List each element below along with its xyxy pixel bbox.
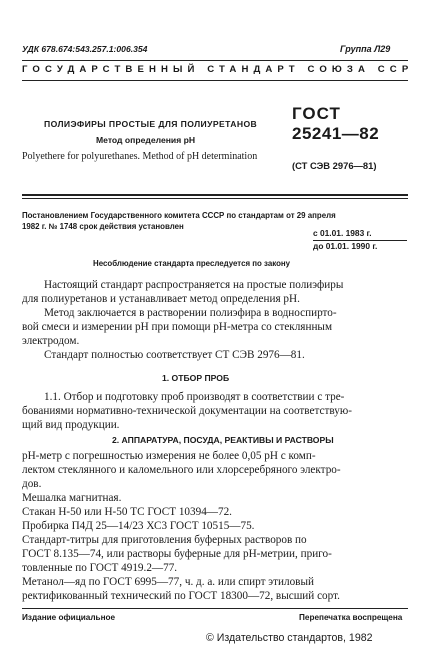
reprint-notice: Перепечатка воспрещена bbox=[299, 613, 403, 622]
publisher-copyright: © Издательство стандартов, 1982 bbox=[206, 632, 373, 644]
intro-p1-line1: Настоящий стандарт распространяется на простые полиэфиры bbox=[44, 279, 344, 291]
section-2-line11: ректификованный технический по ГОСТ 18300—72, высший сорт. bbox=[22, 590, 340, 602]
document-title: ПОЛИЭФИРЫ ПРОСТЫЕ ДЛЯ ПОЛИУРЕТАНОВ bbox=[44, 119, 258, 129]
title-rule-2 bbox=[22, 198, 408, 199]
section-2-line2: лектом стеклянного и каломельного или хлорсеребряного электро- bbox=[22, 464, 341, 476]
penalty-notice: Несоблюдение стандарта преследуется по закону bbox=[93, 259, 291, 268]
section-2-line1: рН-метр с погрешностью измерения не более 0,05 рН с комп- bbox=[22, 450, 316, 462]
footer-rule bbox=[22, 608, 408, 609]
banner-bottom-rule bbox=[22, 80, 408, 81]
section-2-line9: товленные по ГОСТ 4919.2—77. bbox=[22, 562, 178, 574]
gost-number: 25241—82 bbox=[292, 124, 380, 143]
intro-p3: Стандарт полностью соответствует СТ СЭВ 2976—81. bbox=[44, 349, 305, 361]
sev-reference: (СТ СЭВ 2976—81) bbox=[292, 160, 377, 171]
udk-code: УДК 678.674:543.257.1:006.354 bbox=[22, 44, 148, 54]
section-2-heading: 2. АППАРАТУРА, ПОСУДА, РЕАКТИВЫ И РАСТВОРЫ bbox=[112, 435, 334, 445]
gost-label: ГОСТ bbox=[292, 104, 341, 123]
section-2-line7: Стандарт-титры для приготовления буферных растворов по bbox=[22, 534, 307, 546]
section-2-line8: ГОСТ 8.135—74, или растворы буферные для рН-метрии, приго- bbox=[22, 548, 332, 560]
document-subtitle: Метод определения рН bbox=[96, 135, 196, 145]
title-rule bbox=[22, 194, 408, 196]
section-2-line4: Мешалка магнитная. bbox=[22, 492, 122, 504]
intro-p1-line2: для полиуретанов и устанавливает метод определения рН. bbox=[22, 293, 300, 305]
section-2-line10: Метанол—яд по ГОСТ 6995—77, ч. д. а. или спирт этиловый bbox=[22, 576, 314, 588]
section-1-line2: бованиями нормативно-технической документации на соответствую- bbox=[22, 405, 352, 417]
intro-p2-line3: электродом. bbox=[22, 335, 80, 347]
section-2-line6: Пробирка П4Д 25—14/23 ХС3 ГОСТ 10515—75. bbox=[22, 520, 255, 532]
top-rule bbox=[22, 60, 408, 61]
section-1-line3: щий вид продукции. bbox=[22, 419, 120, 431]
decree-line-1: Постановлением Государственного комитета СССР по стандартам от 29 апреля bbox=[22, 211, 336, 220]
section-2-line5: Стакан Н-50 или Н-50 ТС ГОСТ 10394—72. bbox=[22, 506, 232, 518]
decree-line-2: 1982 г. № 1748 срок действия установлен bbox=[22, 222, 184, 231]
validity-from: с 01.01. 1983 г. bbox=[313, 228, 372, 238]
section-1-heading: 1. ОТБОР ПРОБ bbox=[162, 373, 230, 383]
document-title-english: Polyethere for polyurethanes. Method of pH determination bbox=[22, 151, 258, 162]
intro-p2-line1: Метод заключается в растворении полиэфира в водноспирто- bbox=[44, 307, 337, 319]
section-2-line3: дов. bbox=[22, 478, 42, 490]
section-1-line1: 1.1. Отбор и подготовку проб производят в соответствии с тре- bbox=[44, 391, 345, 403]
standard-banner: ГОСУДАРСТВЕННЫЙ СТАНДАРТ СОЮЗА ССР bbox=[22, 64, 414, 75]
intro-p2-line2: вой смеси и измерении рН при помощи рН-метра со стеклянным bbox=[22, 321, 333, 333]
group-code: Группа Л29 bbox=[340, 44, 391, 54]
validity-to: до 01.01. 1990 г. bbox=[313, 241, 378, 251]
official-edition: Издание официальное bbox=[22, 613, 116, 622]
